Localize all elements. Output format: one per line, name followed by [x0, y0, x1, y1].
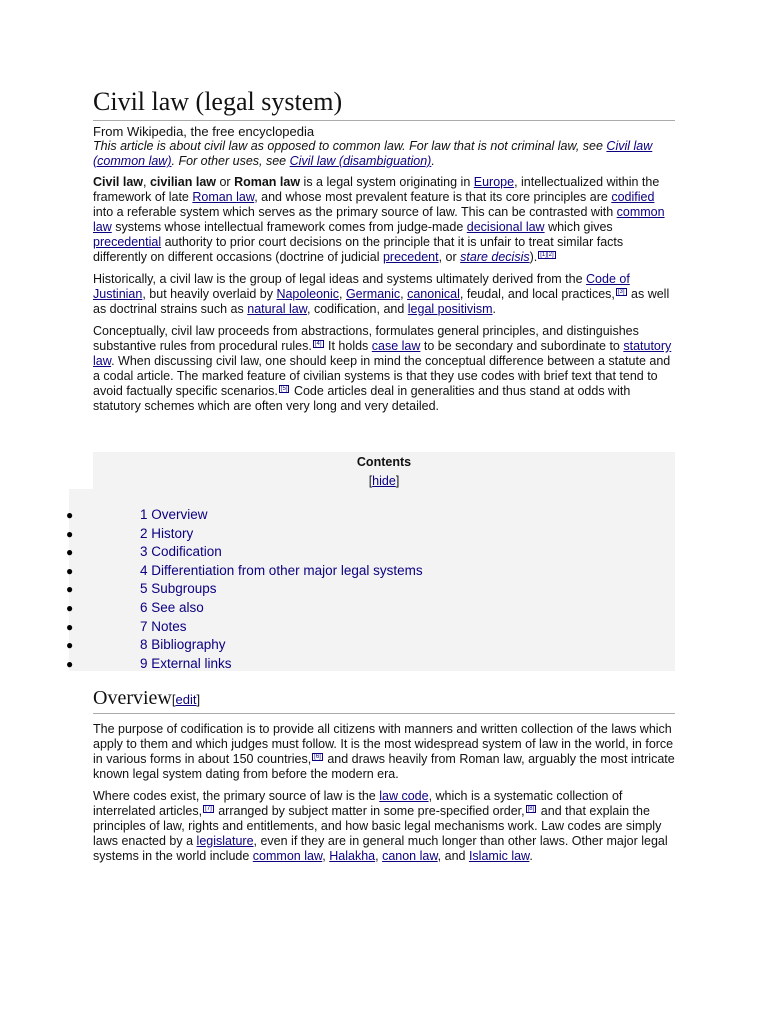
edit-section — [172, 692, 200, 707]
toc-link[interactable]: 4 Differentiation from other major legal systems — [140, 562, 423, 578]
toc-item[interactable] — [0, 525, 600, 544]
text: . When discussing civil law, one should keep in mind the conceptual difference between a statute and a codal article. The marked feature of civilian systems is that they use codes with brief text that tend to avoid factually specific scenarios. — [93, 354, 671, 398]
text: Where codes exist, the primary source of law is the — [93, 789, 380, 803]
intro-paragraph — [93, 175, 675, 265]
text: which gives — [544, 220, 613, 234]
toc-link[interactable]: 7 Notes — [140, 618, 187, 634]
toc-item[interactable] — [0, 506, 600, 525]
toc-hide-link[interactable]: hide — [372, 474, 396, 488]
toc-link[interactable]: 8 Bibliography — [140, 637, 226, 653]
bullet-icon: ● — [66, 600, 74, 615]
toc-item[interactable] — [0, 655, 600, 674]
link-europe[interactable]: Europe — [473, 175, 515, 189]
text: into a referable system which serves as the primary source of law. This can be contrasted with — [93, 205, 617, 219]
bracket: ] — [196, 692, 201, 707]
section-heading-overview — [93, 686, 675, 714]
text: , or — [438, 250, 461, 264]
bullet-icon: ● — [66, 656, 74, 671]
text: is a legal system originating in — [300, 175, 474, 189]
bracket: [ — [171, 692, 176, 707]
link-halakha[interactable]: Halakha — [329, 849, 376, 863]
link-common-law[interactable]: common law — [93, 205, 665, 234]
text: , and whose most prevalent feature is that its core principles are — [254, 190, 612, 204]
hatnote-text: . For other uses, see — [171, 154, 290, 168]
link-stare-decisis[interactable]: stare decisis — [460, 250, 530, 264]
link-law-code[interactable]: law code — [379, 789, 429, 803]
bullet-icon: ● — [66, 563, 74, 578]
toc-item[interactable] — [0, 636, 600, 655]
link-germanic[interactable]: Germanic — [345, 287, 401, 301]
toc-item[interactable] — [0, 580, 600, 599]
link-codified[interactable]: codified — [611, 190, 655, 204]
toc-item[interactable] — [0, 562, 600, 581]
link-precedent[interactable]: precedent — [382, 250, 439, 264]
text: , — [375, 849, 383, 863]
link-decisional-law[interactable]: decisional law — [466, 220, 545, 234]
concept-paragraph — [93, 324, 675, 414]
text: . — [492, 302, 497, 316]
term-civilian-law: civilian law — [149, 175, 216, 189]
citation-ref[interactable]: [7] — [205, 805, 212, 812]
link-canonical[interactable]: canonical — [407, 287, 460, 301]
text: , and — [437, 849, 469, 863]
text: , — [143, 175, 150, 189]
bullet-icon: ● — [66, 638, 74, 653]
citation-ref[interactable]: [3] — [617, 288, 625, 295]
text: , which is a systematic collection of interrelated articles, — [93, 789, 623, 818]
toc-toggle — [93, 474, 675, 489]
text: , — [400, 287, 408, 301]
text: arranged by subject matter in some pre-specified order, — [214, 804, 525, 818]
bullet-icon: ● — [66, 619, 74, 634]
link-common-law[interactable]: common law — [252, 849, 323, 863]
link-islamic-law[interactable]: Islamic law — [468, 849, 530, 863]
text: , — [339, 287, 346, 301]
text: . — [529, 849, 533, 863]
text: or — [216, 175, 235, 189]
toc-link[interactable]: 1 Overview — [140, 507, 208, 522]
history-paragraph — [93, 272, 675, 317]
text: , — [322, 849, 330, 863]
text: It holds — [324, 339, 372, 353]
text: Code articles deal in generalities and thus stand at odds with statutory schemes which are often very long and very detailed. — [93, 384, 631, 413]
text: and draws heavily from Roman law, arguably the most intricate known legal system dating from before the modern era. — [93, 752, 675, 781]
citation-ref[interactable]: [6] — [314, 753, 321, 760]
toc-link[interactable]: 2 History — [140, 525, 194, 541]
link-statutory-law[interactable]: statutory law — [93, 339, 672, 368]
overview-paragraph-2 — [93, 789, 675, 864]
toc-title: Contents — [356, 455, 412, 469]
link-canon-law[interactable]: canon law — [382, 849, 438, 863]
text: , even if they are in general much longer than other laws. Other major legal systems in the world include — [93, 834, 668, 863]
section-heading-text: Overview — [93, 687, 172, 709]
text: Conceptually, civil law proceeds from abstractions, formulates general principles, and distinguishes substantive rules from procedural rules. — [93, 324, 639, 353]
edit-link[interactable]: edit — [175, 692, 197, 707]
text: , feudal, and local practices, — [459, 287, 615, 301]
link-civil-law-common-law[interactable]: Civil law (common law) — [93, 139, 653, 168]
text: Historically, a civil law is the group of legal ideas and systems ultimately derived from the — [93, 272, 587, 286]
toc-link[interactable]: 9 External links — [140, 655, 232, 671]
bullet-icon: ● — [66, 508, 74, 522]
link-legislature[interactable]: legislature — [196, 834, 254, 848]
toc-list — [0, 506, 600, 673]
term-civil-law: Civil law — [93, 175, 144, 189]
toc-item[interactable] — [0, 543, 600, 562]
text: The purpose of codification is to provide all citizens with manners and written collection of the laws which apply to them and which judges must follow. It is the most widespread system of law in the world, in force in various forms in about 150 countries, — [93, 722, 674, 766]
toc-item[interactable] — [0, 599, 600, 618]
toc-item[interactable] — [0, 618, 600, 637]
bullet-icon: ● — [66, 526, 74, 541]
link-code-of-justinian[interactable]: Code of Justinian — [93, 272, 630, 301]
link-roman-law[interactable]: Roman law — [192, 190, 255, 204]
bracket: [ — [368, 474, 373, 488]
text: and that explain the principles of law, rights and entitlements, and how basic legal mechanisms work. Law codes are simply laws enacted by a — [93, 804, 662, 848]
overview-paragraph-1 — [93, 722, 675, 782]
link-civil-law-disambiguation[interactable]: Civil law (disambiguation) — [289, 154, 432, 168]
link-precedential[interactable]: precedential — [93, 235, 162, 249]
link-napoleonic[interactable]: Napoleonic — [276, 287, 339, 301]
hatnote-text: . — [431, 154, 435, 168]
text: to be secondary and subordinate to — [420, 339, 624, 353]
link-legal-positivism[interactable]: legal positivism — [407, 302, 493, 316]
toc-link[interactable]: 6 See also — [140, 599, 204, 615]
link-case-law[interactable]: case law — [371, 339, 421, 353]
bracket: ] — [395, 474, 400, 488]
site-tagline: From Wikipedia, the free encyclopedia — [93, 124, 315, 139]
citation-ref[interactable]: [4] — [314, 340, 322, 347]
citation-ref[interactable]: [8] — [527, 805, 535, 812]
term-roman-law: Roman law — [234, 175, 301, 189]
article-content — [93, 86, 675, 421]
text: , intellectualized within the framework of late — [93, 175, 660, 204]
bullet-icon: ● — [66, 545, 74, 560]
text: , codification, and — [307, 302, 408, 316]
overview-section — [93, 686, 675, 871]
toc-link[interactable]: 5 Subgroups — [140, 581, 217, 597]
citation-ref[interactable]: [1][2] — [540, 251, 554, 258]
page-title: Civil law (legal system) — [93, 86, 675, 121]
toc-link[interactable]: 3 Codification — [140, 544, 222, 560]
text: ). — [529, 250, 538, 264]
hatnote — [93, 139, 675, 169]
text: authority to prior court decisions on the principle that it is unfair to treat similar facts differently on different occasions (doctrine of judicial — [93, 235, 624, 264]
text: , but heavily overlaid by — [142, 287, 277, 301]
citation-ref[interactable]: [5] — [280, 385, 288, 392]
text: as well as doctrinal strains such as — [93, 287, 670, 316]
link-natural-law[interactable]: natural law — [247, 302, 308, 316]
hatnote-text: This article is about civil law as opposed to common law. For law that is not criminal law, see — [93, 139, 607, 153]
bullet-icon: ● — [66, 582, 74, 597]
text: systems whose intellectual framework comes from judge-made — [111, 220, 467, 234]
